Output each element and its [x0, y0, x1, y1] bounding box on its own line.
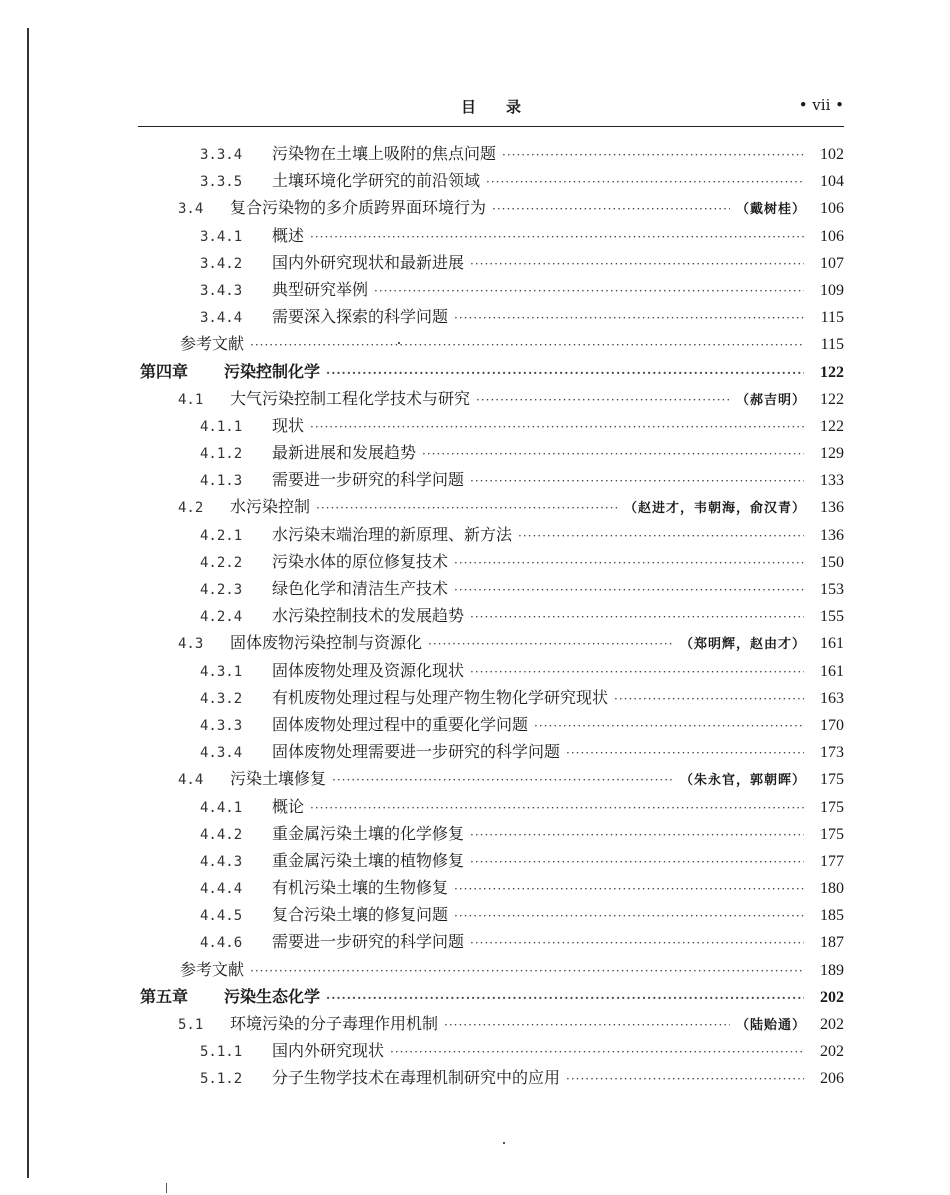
- toc-chapter-entry: [140, 984, 844, 1011]
- toc-entry: [140, 494, 844, 521]
- dot-leader: [614, 692, 804, 706]
- toc-entry: [140, 277, 844, 304]
- toc-entry: [140, 658, 844, 685]
- running-header: [138, 96, 844, 122]
- toc-entry-page: 153: [820, 581, 844, 598]
- toc-entry-page: 185: [820, 907, 844, 925]
- toc-entry: [140, 195, 844, 222]
- toc-entry-author: （赵进才，韦朝海，俞汉青）: [623, 501, 806, 517]
- toc-entry-number: 4.2.3: [200, 582, 243, 598]
- toc-entry-title: 参考文献: [180, 334, 245, 354]
- toc-entry-page: 202: [820, 1043, 844, 1061]
- dot-leader: [332, 773, 674, 787]
- toc-entry-number: 4.3.3: [200, 717, 243, 734]
- toc-entry-number: 4.3.2: [200, 690, 243, 707]
- toc-entry-number: 4.2: [178, 500, 204, 517]
- dot-leader: [454, 583, 804, 597]
- toc-entry-page: 202: [820, 988, 844, 1006]
- toc-entry-title: 绿色化学和清洁生产技术: [272, 579, 449, 598]
- toc-entry-title: 概论: [272, 796, 305, 816]
- toc-entry-page: 175: [820, 825, 844, 843]
- toc-entry-number: 4.4.3: [200, 853, 243, 870]
- scan-speck: [398, 342, 400, 344]
- dot-leader: [518, 529, 804, 543]
- toc-entry-number: 4.3.4: [200, 745, 243, 762]
- toc-entry: [140, 902, 844, 929]
- dot-leader: [454, 311, 804, 325]
- toc-entry-title: 固体废物处理过程中的重要化学问题: [272, 714, 529, 734]
- toc-entry-title: 污染土壤修复: [230, 769, 327, 789]
- toc-entry-title: 复合污染土壤的修复问题: [272, 905, 449, 925]
- dot-leader: [470, 474, 804, 488]
- toc-entry-number: 第四章: [140, 361, 189, 381]
- toc-entry-page: 136: [820, 499, 844, 517]
- toc-entry: [140, 875, 844, 902]
- toc-entry: [140, 168, 844, 195]
- toc-entry-title: 需要进一步研究的科学问题: [272, 470, 465, 490]
- toc-entry: [140, 929, 844, 956]
- toc-entry-number: 4.1.2: [200, 446, 243, 463]
- toc-entry-author: （郑明辉，赵由才）: [679, 637, 806, 653]
- toc-entry-author: （戴树桂）: [735, 202, 806, 218]
- toc-entry-title: 最新进展和发展趋势: [272, 443, 417, 463]
- toc-entry-title: 水污染控制技术的发展趋势: [272, 606, 465, 626]
- header-page-number: • vii •: [798, 96, 844, 114]
- dot-leader: [422, 447, 804, 461]
- toc-entry: [140, 1011, 844, 1038]
- toc-entry: [140, 794, 844, 821]
- toc-entry-title: 污染控制化学: [224, 361, 321, 381]
- toc-entry-page: 161: [820, 635, 844, 653]
- toc-entry-number: 4.4.1: [200, 799, 243, 816]
- toc-entry-number: 4.1.3: [200, 473, 243, 490]
- toc-entry-title: 典型研究举例: [272, 279, 369, 299]
- header-rule: [138, 126, 844, 127]
- toc-entry: [140, 250, 844, 277]
- toc-entry-number: 3.4.4: [200, 310, 243, 327]
- toc-entry-number: 3.3.4: [200, 147, 243, 163]
- toc-entry-title: 现状: [272, 415, 305, 435]
- toc-entry: [140, 712, 844, 739]
- toc-entry-page: 173: [820, 744, 844, 762]
- toc-entry: [140, 603, 844, 630]
- toc-entry-title: 环境污染的分子毒理作用机制: [230, 1014, 439, 1033]
- toc-entry: [140, 223, 844, 250]
- toc-entry-title: 概述: [272, 225, 305, 245]
- dot-leader: [428, 637, 674, 651]
- toc-entry: [140, 440, 844, 467]
- toc-entry-number: 4.4.2: [200, 826, 243, 843]
- dot-leader: [374, 284, 804, 298]
- toc-entry-title: 固体废物污染控制与资源化: [230, 633, 423, 653]
- toc-entry-number: 4.4.5: [200, 908, 243, 925]
- dot-leader: [310, 230, 804, 244]
- toc-entry-page: 189: [820, 961, 844, 979]
- dot-leader: [326, 991, 804, 1005]
- toc-entry-page: 104: [820, 173, 844, 191]
- toc-entry-number: 4.3.1: [200, 663, 243, 680]
- toc-entry-title: 需要进一步研究的科学问题: [272, 932, 465, 952]
- dot-leader: [454, 909, 804, 923]
- toc-entry-title: 有机污染土壤的生物修复: [272, 878, 449, 898]
- toc-entry-number: 第五章: [140, 986, 189, 1006]
- toc-entry-title: 分子生物学技术在毒理机制研究中的应用: [272, 1068, 561, 1088]
- toc-entry-number: 3.4.3: [200, 282, 243, 299]
- toc-entry-author: （郝吉明）: [735, 392, 806, 408]
- toc-entry: [140, 848, 844, 875]
- dot-leader: [566, 1072, 804, 1086]
- toc-entry-title: 水污染控制: [230, 497, 311, 517]
- toc-entry-page: 109: [820, 281, 844, 299]
- toc-entry: [140, 304, 844, 331]
- dot-leader: [454, 556, 804, 570]
- toc-entry-number: 4.1.1: [200, 418, 243, 435]
- toc-entry-author: （朱永官，郭朝晖）: [679, 773, 806, 789]
- toc-entry: [140, 685, 844, 712]
- toc-entry-title: 水污染末端治理的新原理、新方法: [272, 524, 513, 544]
- dot-leader: [390, 1045, 804, 1059]
- dot-leader: [502, 148, 804, 162]
- toc-entry-page: 175: [820, 798, 844, 816]
- toc-entry: [140, 549, 844, 576]
- toc-entry: [140, 766, 844, 793]
- toc-entry-page: 129: [820, 445, 844, 463]
- toc-entry-page: 206: [820, 1070, 844, 1088]
- toc-entry-page: 202: [820, 1016, 844, 1033]
- toc-entry-number: 4.2.2: [200, 554, 243, 571]
- toc-entry-page: 115: [820, 336, 844, 354]
- dot-leader: [470, 610, 804, 624]
- toc-entry: [140, 1038, 844, 1065]
- scan-speck: [166, 1183, 167, 1193]
- page-edge-rule: [27, 28, 29, 1178]
- toc-entry-number: 4.4.4: [200, 881, 243, 898]
- header-title: 目录: [460, 98, 551, 116]
- toc-entry-title: 污染物在土壤上吸附的焦点问题: [272, 144, 497, 163]
- dot-leader: [534, 719, 804, 733]
- toc-entry: [140, 141, 844, 168]
- scan-speck: [503, 1142, 505, 1144]
- toc-entry-title: 污染生态化学: [224, 986, 321, 1006]
- toc-entry: [140, 576, 844, 603]
- toc-entry-title: 国内外研究现状和最新进展: [272, 252, 465, 272]
- dot-leader: [476, 393, 730, 407]
- dot-leader: [316, 501, 618, 515]
- toc-entry-page: 180: [820, 880, 844, 898]
- toc-entry-title: 土壤环境化学研究的前沿领域: [272, 171, 481, 191]
- toc-entry-number: 5.1.1: [200, 1044, 243, 1061]
- toc-entry-author: （陆贻通）: [735, 1018, 806, 1033]
- toc-entry: [140, 386, 844, 413]
- toc-chapter-entry: [140, 359, 844, 386]
- toc-entry: [140, 467, 844, 494]
- toc-entry-number: 5.1: [178, 1017, 204, 1033]
- toc-entry-title: 固体废物处理及资源化现状: [272, 660, 465, 680]
- toc-entry-number: 3.4.2: [200, 255, 243, 272]
- toc-entry: [140, 1065, 844, 1092]
- toc-entry-page: 150: [820, 553, 844, 571]
- toc-entry-page: 115: [820, 309, 844, 327]
- toc-entry-page: 122: [820, 417, 844, 435]
- toc-entry-page: 107: [820, 254, 844, 272]
- toc-entry-title: 重金属污染土壤的化学修复: [272, 823, 465, 843]
- toc-entry-title: 固体废物处理需要进一步研究的科学问题: [272, 742, 561, 762]
- toc-entry-number: 3.4.1: [200, 228, 243, 245]
- toc-entry-page: 163: [820, 689, 844, 707]
- dot-leader: [486, 175, 804, 189]
- toc-entry-page: 161: [820, 662, 844, 680]
- toc-entry-number: 4.1: [178, 391, 204, 408]
- table-of-contents: [140, 141, 844, 1093]
- toc-entry-page: 122: [820, 390, 844, 408]
- toc-entry: [140, 630, 844, 657]
- toc-entry-title: 参考文献: [180, 959, 245, 979]
- dot-leader: [470, 855, 804, 869]
- toc-entry-title: 有机废物处理过程与处理产物生物化学研究现状: [272, 687, 609, 707]
- toc-entry-title: 复合污染物的多介质跨界面环境行为: [230, 198, 487, 218]
- toc-entry-number: 4.3: [178, 636, 204, 653]
- toc-entry-page: 155: [820, 608, 844, 626]
- toc-entry-page: 177: [820, 852, 844, 870]
- toc-entry-number: 4.4: [178, 772, 204, 789]
- toc-entry-number: 4.2.1: [200, 527, 243, 544]
- toc-entry: [140, 739, 844, 766]
- dot-leader: [444, 1018, 730, 1032]
- toc-entry-page: 187: [820, 934, 844, 952]
- toc-entry-number: 3.3.5: [200, 174, 243, 191]
- toc-entry-page: 175: [820, 771, 844, 789]
- toc-entry: [140, 821, 844, 848]
- toc-entry-title: 需要深入探索的科学问题: [272, 307, 449, 327]
- dot-leader: [250, 964, 804, 978]
- toc-entry-page: 170: [820, 716, 844, 734]
- toc-entry-number: 5.1.2: [200, 1071, 243, 1088]
- toc-entry-number: 4.2.4: [200, 609, 243, 626]
- toc-entry-page: 133: [820, 472, 844, 490]
- toc-entry-page: 136: [820, 526, 844, 544]
- toc-entry-page: 122: [820, 363, 844, 381]
- dot-leader: [250, 338, 804, 352]
- dot-leader: [470, 936, 804, 950]
- dot-leader: [470, 665, 804, 679]
- toc-entry-title: 大气污染控制工程化学技术与研究: [230, 388, 471, 408]
- dot-leader: [470, 828, 804, 842]
- dot-leader: [454, 882, 804, 896]
- toc-entry-title: 污染水体的原位修复技术: [272, 551, 449, 571]
- toc-entry: [140, 413, 844, 440]
- toc-entry-number: 4.4.6: [200, 935, 243, 952]
- dot-leader: [492, 202, 730, 216]
- toc-entry: [140, 331, 844, 358]
- toc-entry: [140, 522, 844, 549]
- toc-entry-title: 国内外研究现状: [272, 1041, 385, 1061]
- dot-leader: [470, 257, 804, 271]
- dot-leader: [310, 801, 804, 815]
- toc-entry-page: 106: [820, 227, 844, 245]
- dot-leader: [326, 366, 804, 380]
- toc-entry-title: 重金属污染土壤的植物修复: [272, 850, 465, 870]
- dot-leader: [310, 420, 804, 434]
- toc-entry: [140, 957, 844, 984]
- toc-entry-page: 106: [820, 200, 844, 218]
- toc-entry-number: 3.4: [178, 201, 204, 218]
- toc-entry-page: 102: [820, 146, 844, 163]
- dot-leader: [566, 746, 804, 760]
